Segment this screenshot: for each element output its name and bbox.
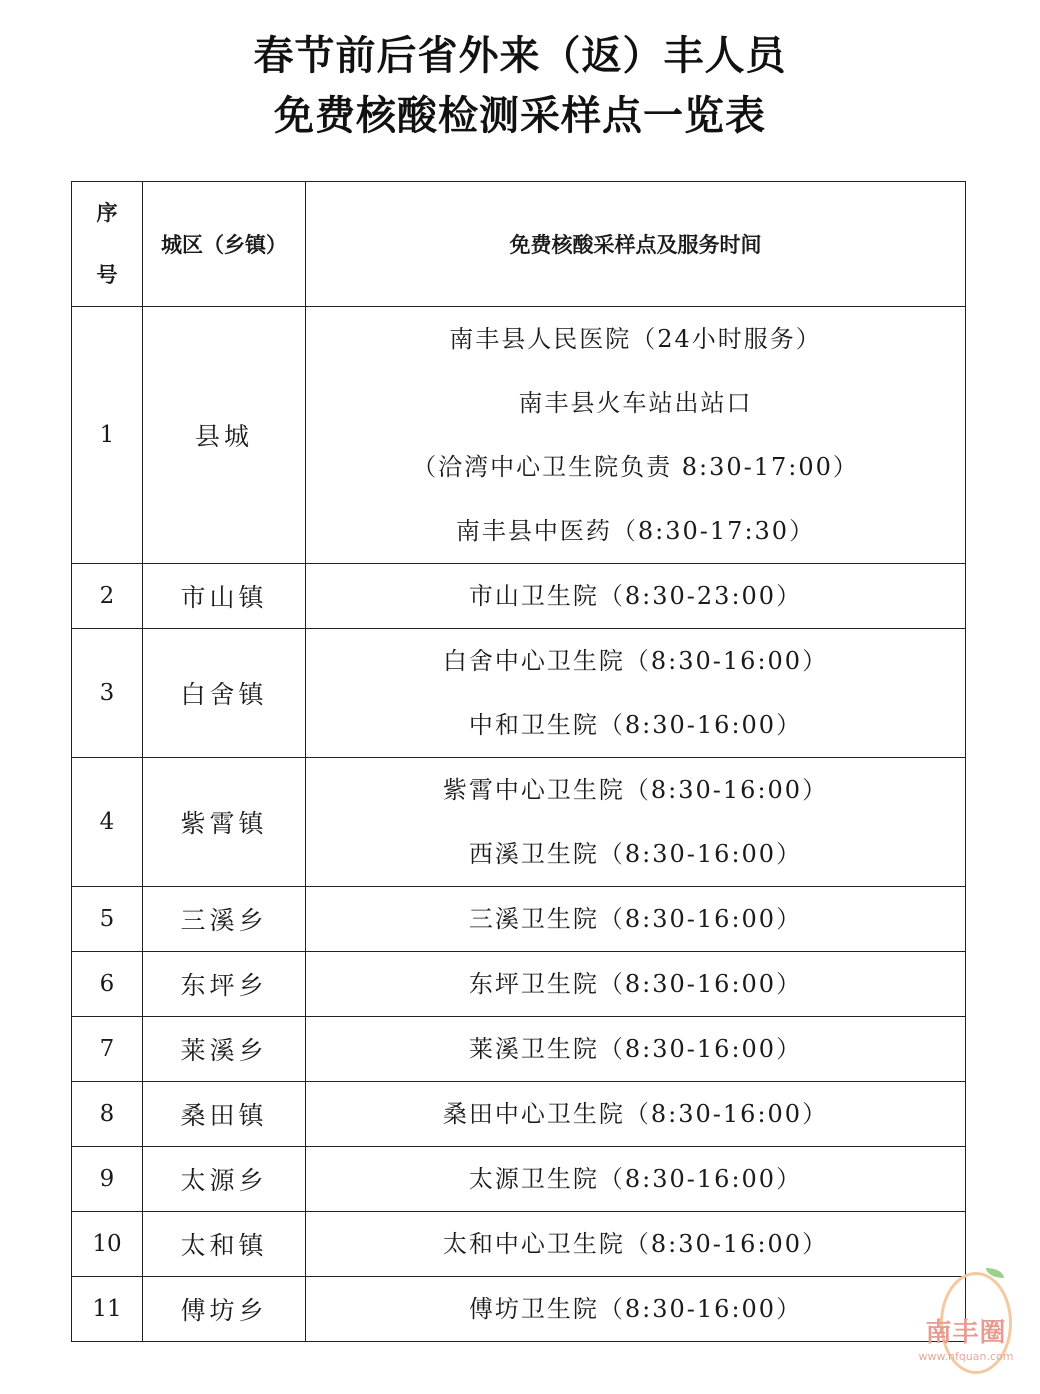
table-row — [72, 307, 966, 564]
header-number-char-2: 号 — [96, 263, 118, 287]
row-town: 紫霄镇 — [143, 758, 306, 887]
watermark-text: 南丰圈 — [925, 1318, 1007, 1348]
row-number: 8 — [72, 1082, 143, 1147]
row-sites — [306, 1147, 966, 1212]
row-sites — [306, 887, 966, 952]
row-sites — [306, 1277, 966, 1342]
table-row — [72, 564, 966, 629]
header-number-char-1: 序 — [96, 201, 118, 225]
row-town: 县城 — [143, 307, 306, 564]
row-number: 6 — [72, 952, 143, 1017]
row-town: 桑田镇 — [143, 1082, 306, 1147]
row-number: 7 — [72, 1017, 143, 1082]
row-sites — [306, 952, 966, 1017]
table-row — [72, 1212, 966, 1277]
document-title-line-2: 免费核酸检测采样点一览表 — [274, 93, 766, 139]
site-entry: 西溪卫生院（8:30-16:00） — [468, 840, 803, 868]
sampling-sites-table — [71, 181, 966, 1342]
row-sites — [306, 758, 966, 887]
row-town: 市山镇 — [143, 564, 306, 629]
row-town: 东坪乡 — [143, 952, 306, 1017]
table-row — [72, 629, 966, 758]
site-entry: 紫霄中心卫生院（8:30-16:00） — [442, 776, 829, 804]
document-title-line-1: 春节前后省外来（返）丰人员 — [253, 33, 787, 79]
site-entry: 东坪卫生院（8:30-16:00） — [468, 970, 803, 998]
site-entry: 南丰县人民医院（24小时服务） — [449, 325, 822, 353]
row-sites — [306, 564, 966, 629]
site-entry: 太和中心卫生院（8:30-16:00） — [442, 1230, 829, 1258]
site-entry: 中和卫生院（8:30-16:00） — [468, 711, 803, 739]
table-row — [72, 952, 966, 1017]
row-town: 莱溪乡 — [143, 1017, 306, 1082]
row-town: 白舍镇 — [143, 629, 306, 758]
header-number — [72, 182, 143, 307]
table-body — [72, 307, 966, 1342]
row-sites — [306, 629, 966, 758]
table-row — [72, 758, 966, 887]
row-number: 5 — [72, 887, 143, 952]
row-number: 4 — [72, 758, 143, 887]
site-entry: 莱溪卫生院（8:30-16:00） — [468, 1035, 803, 1063]
table-row — [72, 1277, 966, 1342]
row-sites — [306, 1082, 966, 1147]
header-town: 城区（乡镇） — [143, 182, 306, 307]
site-entry: 白舍中心卫生院（8:30-16:00） — [442, 647, 829, 675]
row-town: 傅坊乡 — [143, 1277, 306, 1342]
site-entry: 桑田中心卫生院（8:30-16:00） — [442, 1100, 829, 1128]
row-sites — [306, 1212, 966, 1277]
row-sites — [306, 1017, 966, 1082]
row-town: 太源乡 — [143, 1147, 306, 1212]
row-number: 2 — [72, 564, 143, 629]
nanfengquan-watermark-logo — [910, 1268, 1022, 1380]
row-sites — [306, 307, 966, 564]
row-number: 1 — [72, 307, 143, 564]
site-entry: 傅坊卫生院（8:30-16:00） — [468, 1295, 803, 1323]
table-row — [72, 887, 966, 952]
row-number: 11 — [72, 1277, 143, 1342]
site-entry: 南丰县火车站出站口 — [518, 389, 753, 417]
site-entry: 市山卫生院（8:30-23:00） — [468, 582, 803, 610]
row-number: 3 — [72, 629, 143, 758]
row-town: 太和镇 — [143, 1212, 306, 1277]
table-row — [72, 1082, 966, 1147]
header-sites: 免费核酸采样点及服务时间 — [306, 182, 966, 307]
row-town: 三溪乡 — [143, 887, 306, 952]
site-entry: （洽湾中心卫生院负责 8:30-17:00） — [412, 453, 859, 481]
watermark-url: www.nfquan.com — [918, 1350, 1014, 1363]
row-number: 9 — [72, 1147, 143, 1212]
table-row — [72, 1147, 966, 1212]
site-entry: 南丰县中医药（8:30-17:30） — [455, 517, 816, 545]
row-number: 10 — [72, 1212, 143, 1277]
site-entry: 太源卫生院（8:30-16:00） — [468, 1165, 803, 1193]
table-header-row — [72, 182, 966, 307]
table-row — [72, 1017, 966, 1082]
site-entry: 三溪卫生院（8:30-16:00） — [468, 905, 803, 933]
